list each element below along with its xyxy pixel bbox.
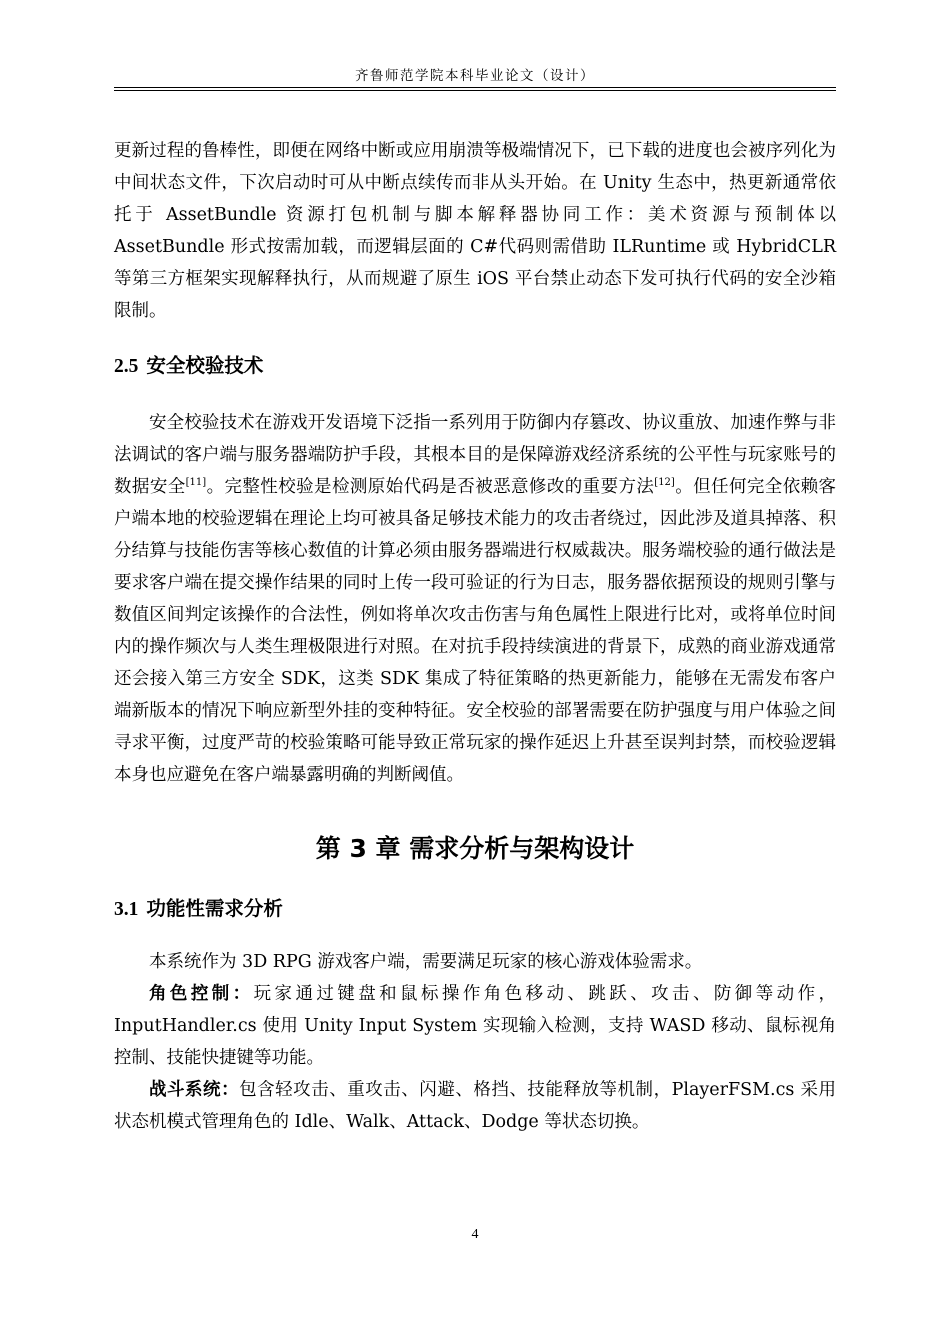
page-number: 4 [471, 1227, 479, 1242]
requirements-intro: 本系统作为 3D RPG 游戏客户端，需要满足玩家的核心游戏体验需求。 [149, 952, 703, 972]
paragraph-text: 。完整性校验是检测原始代码是否被恶意修改的重要方法 [206, 477, 655, 497]
paragraph-text: 。但任何完全依赖客户端本地的校验逻辑在理论上均可被具备足够技术能力的攻击者绕过，因此涉及道具掉落、积分结算与技能伤害等核心数值的计算必须由服务器端进行权威裁决。服务端校验的通行做法是要求客户端在提交操作结果的同时上传一段可验证的行为日志，服务器依据预设的规则引擎与数值区间判定该操作的合法性，例如将单次攻击伤害与角色属性上限进行比对，或将单位时间内的操作频次与人类生理极限进行对照。在对抗手段持续演进的背景下，成熟的商业游戏通常还会接入第三方安全 SDK，这类 SDK 集成了特征策略的热更新能力，能够在无需发布客户端新版本的情况下响应新型外挂的变种特征。安全校验的部署需要在防护强度与用户体验之间寻求平衡，过度严苛的校验策略可能导致正常玩家的操作延迟上升甚至误判封禁，而校验逻辑本身也应避免在客户端暴露明确的判断阈值。 [114, 477, 837, 785]
section-number: 2.5 [114, 356, 139, 377]
paragraph-text: 安全校验技术在游戏开发语境下泛指一系列用于防御内存篡改、协议重放、加速作弊与非法调试的客户端与服务器端防护手段，其根本目的是保障游戏经济系统的公平性与玩家账号的数据安全 [114, 413, 836, 497]
section-heading-2-5 [114, 350, 836, 383]
role-control-text: 玩家通过键盘和鼠标操作角色移动、跳跃、攻击、防御等动作，InputHandler.cs 使用 Unity Input System 实现输入检测，支持 WASD 移动、鼠标视角控制、技能快捷键等功能。 [114, 984, 836, 1068]
intro-paragraph: 更新过程的鲁棒性，即便在网络中断或应用崩溃等极端情况下，已下载的进度也会被序列化为中间状态文件，下次启动时可从中断点续传而非从头开始。在 Unity 生态中，热更新通常依托于 AssetBundle 资源打包机制与脚本解释器协同工作：美术资源与预制体以 AssetBundle 形式按需加载，而逻辑层面的 C#代码则需借助 ILRuntime 或 HybridCLR 等第三方框架实现解释执行，从而规避了原生 iOS 平台禁止动态下发可执行代码的安全沙箱限制。 [114, 141, 836, 321]
running-header: 齐鲁师范学院本科毕业论文（设计） [355, 68, 595, 84]
role-control-lead: 角色控制： [149, 984, 254, 1004]
combat-system-lead: 战斗系统： [149, 1080, 240, 1100]
section-title: 安全校验技术 [146, 354, 264, 377]
header-rule [114, 87, 836, 88]
section-number: 3.1 [114, 899, 139, 920]
header-rule-thin [114, 90, 836, 91]
security-paragraph [114, 407, 836, 791]
citation-11: [11] [185, 477, 207, 488]
combat-system-text: 包含轻攻击、重攻击、闪避、格挡、技能释放等机制，PlayerFSM.cs 采用状态机模式管理角色的 Idle、Walk、Attack、Dodge 等状态切换。 [114, 1080, 837, 1132]
role-control-paragraph [114, 978, 836, 1074]
combat-system-paragraph [114, 1074, 836, 1138]
citation-12: [12] [654, 477, 675, 488]
section-heading-3-1 [114, 893, 836, 926]
section-title: 功能性需求分析 [146, 897, 283, 920]
chapter-title: 第 3 章 需求分析与架构设计 [315, 834, 635, 863]
page-body [114, 135, 836, 1138]
